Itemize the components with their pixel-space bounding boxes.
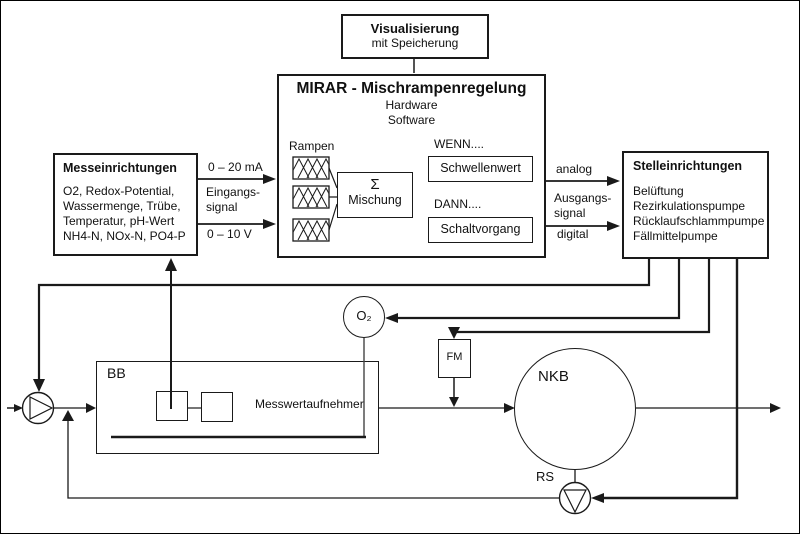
nkb-label: NKB	[538, 368, 569, 385]
digital-label: digital	[557, 227, 589, 241]
control-line-fm	[448, 259, 709, 339]
sigma-mischung-box	[337, 172, 413, 218]
messeinrichtungen-title: Messeinrichtungen	[63, 161, 177, 175]
visualisierung-subtitle: mit Speicherung	[371, 36, 459, 50]
stelleinrichtungen-item: Fällmittelpumpe	[633, 229, 718, 243]
o2-sensor-circle	[343, 296, 385, 338]
schwellenwert-box	[428, 156, 533, 182]
visualisierung-box	[341, 14, 489, 59]
wenn-label: WENN....	[434, 137, 484, 151]
bb-label: BB	[107, 365, 126, 381]
messeinrichtungen-item: Temperatur, pH-Wert	[63, 214, 175, 228]
sigma-symbol: Σ	[370, 176, 380, 193]
nkb-clarifier-circle	[514, 348, 636, 470]
fm-label: FM	[446, 351, 463, 363]
stelleinrichtungen-box	[622, 151, 769, 259]
schaltvorgang-box	[428, 217, 533, 243]
influent-pump-icon	[23, 393, 54, 424]
mirar-hardware-label: Hardware	[385, 98, 438, 112]
control-line-o2	[385, 259, 679, 323]
stelleinrichtungen-item: Belüftung	[633, 184, 684, 198]
o2-label: O₂	[356, 308, 372, 323]
ausgangssignal-label-2: signal	[554, 206, 586, 220]
rs-label: RS	[536, 469, 555, 484]
messeinrichtungen-item: Wassermenge, Trübe,	[63, 199, 181, 213]
stelleinrichtungen-title: Stelleinrichtungen	[633, 159, 743, 173]
fm-box	[438, 339, 471, 378]
stelleinrichtungen-item: Rezirkulationspumpe	[633, 199, 746, 213]
mirar-title: MIRAR - Mischrampenregelung	[296, 80, 527, 97]
sensor-block-1	[156, 391, 188, 421]
mirar-software-label: Software	[387, 113, 436, 127]
visualisierung-title: Visualisierung	[370, 21, 460, 36]
dann-label: DANN....	[434, 197, 482, 211]
schwellenwert-label: Schwellenwert	[440, 161, 521, 175]
eingangssignal-label-1: Eingangs-	[206, 185, 261, 199]
schaltvorgang-label: Schaltvorgang	[440, 222, 521, 236]
ausgangssignal-label-1: Ausgangs-	[554, 191, 612, 205]
eingangssignal-label-2: signal	[206, 200, 238, 214]
analog-label: analog	[556, 162, 593, 176]
stelleinrichtungen-item: Rücklaufschlammpumpe	[633, 214, 765, 228]
fm-dosing-line	[449, 378, 459, 407]
input-range-ma-label: 0 – 20 mA	[208, 160, 263, 174]
messwertaufnehmer-label: Messwertaufnehmer	[255, 397, 364, 411]
input-range-v-label: 0 – 10 V	[207, 227, 252, 241]
messeinrichtungen-item: NH4-N, NOx-N, PO4-P	[63, 229, 186, 243]
messeinrichtungen-item: O2, Redox-Potential,	[63, 184, 175, 198]
rampen-label: Rampen	[289, 139, 335, 153]
mischung-label: Mischung	[348, 193, 402, 207]
messeinrichtungen-box	[53, 153, 198, 256]
sensor-block-2	[201, 392, 233, 422]
return-sludge-pump-icon	[560, 483, 591, 514]
